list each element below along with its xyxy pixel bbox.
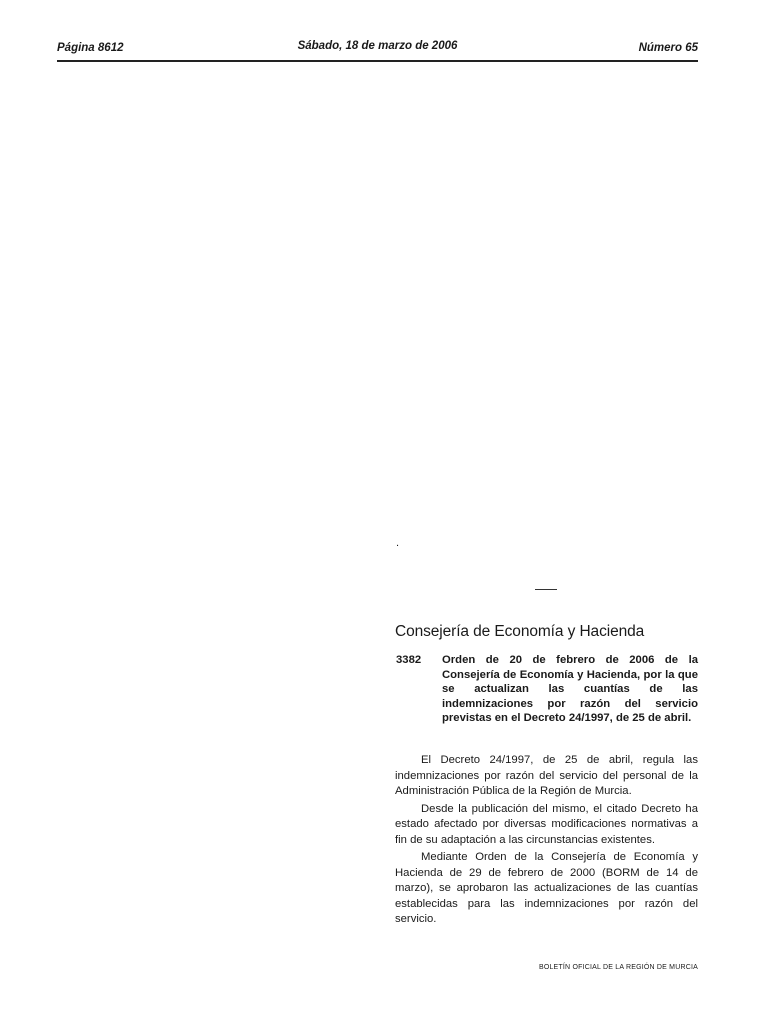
separator-rule <box>535 589 557 590</box>
page-footer: BOLETÍN OFICIAL DE LA REGIÓN DE MURCIA <box>538 964 698 971</box>
paragraph: Desde la publicación del mismo, el citado Decreto ha estado afectado por diversas modificaciones normativas a fin de su adaptación a las circunstancias existentes. <box>395 802 698 846</box>
order-title: Orden de 20 de febrero de 2006 de la Consejería de Economía y Hacienda, por la que se actualizan las cuantías de las indemnizaciones por razón del servicio previstas en el Decreto 24/1997, de 25 de abril. <box>442 654 698 725</box>
page-number: Página 8612 <box>57 42 124 54</box>
issue-number: Número 65 <box>638 42 698 54</box>
stray-dot: . <box>396 537 400 549</box>
section-title: Consejería de Economía y Hacienda <box>395 623 645 640</box>
paragraph: Mediante Orden de la Consejería de Economía y Hacienda de 29 de febrero de 2000 (BORM de 14 de marzo), se aprobaron las actualizaciones de las cuantías establecidas para las indemnizaciones por razón del servicio. <box>395 851 698 925</box>
paragraph: El Decreto 24/1997, de 25 de abril, regula las indemnizaciones por razón del servicio del personal de la Administración Pública de la Región de Murcia. <box>395 754 698 797</box>
order-number: 3382 <box>396 654 422 666</box>
publication-date: Sábado, 18 de marzo de 2006 <box>297 40 458 52</box>
body-text <box>395 753 698 930</box>
page-header <box>57 42 698 62</box>
